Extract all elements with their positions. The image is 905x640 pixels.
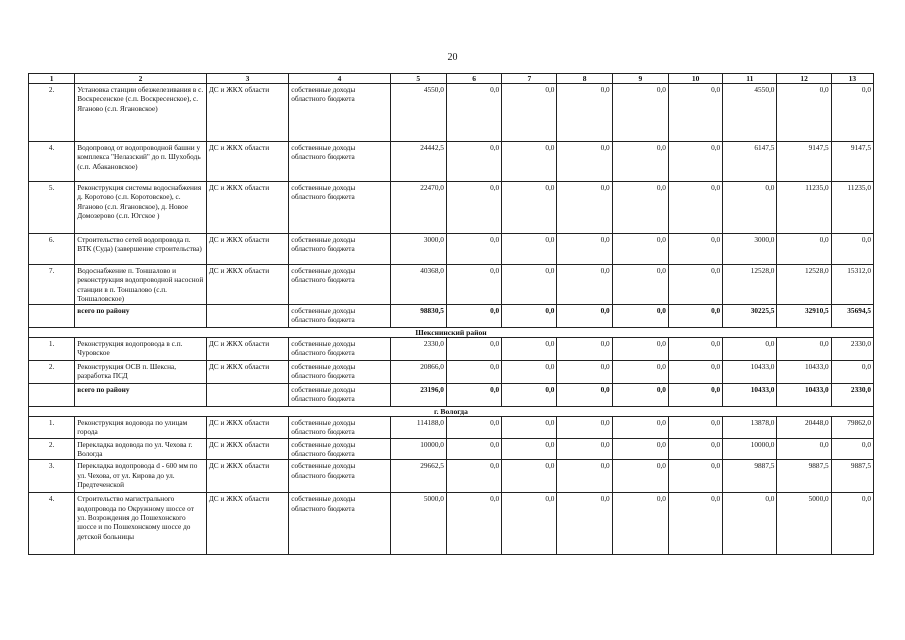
amount-cell: 3000,0 (390, 234, 446, 265)
amount-cell: 13878,0 (723, 417, 777, 439)
district-total-row (29, 305, 874, 328)
column-header: 13 (831, 74, 873, 84)
column-header: 8 (557, 74, 612, 84)
table-row (29, 338, 874, 361)
amount-cell: 0,0 (557, 338, 612, 361)
amount-cell: 0,0 (502, 142, 557, 182)
total-cell: 32910,5 (777, 305, 831, 328)
responsible-body: ДС и ЖКХ области (206, 84, 288, 142)
total-cell: 30225,5 (723, 305, 777, 328)
amount-cell: 5000,0 (777, 493, 831, 555)
amount-cell: 0,0 (831, 438, 873, 460)
row-number (29, 305, 75, 328)
amount-cell: 0,0 (612, 265, 668, 305)
amount-cell: 29662,5 (390, 460, 446, 493)
total-cell: 0,0 (668, 384, 722, 407)
total-cell: 2330,0 (831, 384, 873, 407)
amount-cell: 0,0 (446, 84, 501, 142)
table-row (29, 361, 874, 384)
column-header: 4 (289, 74, 390, 84)
amount-cell: 10433,0 (777, 361, 831, 384)
column-header: 11 (723, 74, 777, 84)
row-number: 3. (29, 460, 75, 493)
amount-cell: 12528,0 (723, 265, 777, 305)
row-number: 7. (29, 265, 75, 305)
amount-cell: 0,0 (502, 361, 557, 384)
district-total-row (29, 384, 874, 407)
row-number: 1. (29, 417, 75, 439)
responsible-body: ДС и ЖКХ области (206, 361, 288, 384)
amount-cell: 2330,0 (831, 338, 873, 361)
section-title: г. Вологда (29, 407, 874, 417)
project-name: Реконструкция системы водоснабжения д. Коротово (с.п. Коротовское), с. Ягановo (с.п. Ягановское), д. Новое Домозерово (с.п. Югское ) (75, 182, 207, 234)
responsible-body: ДС и ЖКХ области (206, 265, 288, 305)
table-row (29, 438, 874, 460)
project-name: Перекладка водопровода d - 600 мм по ул. Чехова, от ул. Кирова до ул. Предтеченской (75, 460, 207, 493)
table-row (29, 460, 874, 493)
column-header: 5 (390, 74, 446, 84)
amount-cell: 0,0 (612, 142, 668, 182)
amount-cell: 0,0 (557, 265, 612, 305)
responsible-body: ДС и ЖКХ области (206, 417, 288, 439)
amount-cell: 0,0 (557, 417, 612, 439)
amount-cell: 0,0 (502, 338, 557, 361)
total-label: всего по району (75, 384, 207, 407)
amount-cell: 0,0 (446, 417, 501, 439)
total-cell: 0,0 (612, 305, 668, 328)
amount-cell: 0,0 (502, 234, 557, 265)
amount-cell: 20866,0 (390, 361, 446, 384)
amount-cell: 5000,0 (390, 493, 446, 555)
amount-cell: 11235,0 (777, 182, 831, 234)
amount-cell: 0,0 (668, 234, 722, 265)
table-row (29, 182, 874, 234)
amount-cell: 0,0 (612, 182, 668, 234)
amount-cell: 0,0 (668, 338, 722, 361)
amount-cell: 0,0 (502, 84, 557, 142)
row-number: 4. (29, 142, 75, 182)
amount-cell: 20448,0 (777, 417, 831, 439)
table-row (29, 234, 874, 265)
total-label: всего по району (75, 305, 207, 328)
row-number: 1. (29, 338, 75, 361)
funding-source: собственные доходы областного бюджета (289, 384, 390, 407)
project-name: Водоснабжение п. Тоншалово и реконструкция водопроводной насосной станции в п. Тоншалово (с.п. Тоншаловское) (75, 265, 207, 305)
page-number: 20 (447, 52, 458, 63)
table-row (29, 142, 874, 182)
amount-cell: 2330,0 (390, 338, 446, 361)
amount-cell: 0,0 (446, 460, 501, 493)
amount-cell: 40368,0 (390, 265, 446, 305)
section-title: Шекснинский район (29, 328, 874, 338)
amount-cell: 0,0 (446, 338, 501, 361)
amount-cell: 0,0 (557, 438, 612, 460)
responsible-body: ДС и ЖКХ области (206, 182, 288, 234)
funding-source: собственные доходы областного бюджета (289, 234, 390, 265)
amount-cell: 0,0 (668, 361, 722, 384)
column-header: 9 (612, 74, 668, 84)
amount-cell: 12528,0 (777, 265, 831, 305)
total-cell: 0,0 (502, 384, 557, 407)
total-cell: 0,0 (612, 384, 668, 407)
funding-source: собственные доходы областного бюджета (289, 417, 390, 439)
table-row (29, 417, 874, 439)
amount-cell: 0,0 (668, 265, 722, 305)
amount-cell: 0,0 (557, 493, 612, 555)
amount-cell: 0,0 (612, 361, 668, 384)
amount-cell: 4550,0 (723, 84, 777, 142)
column-header: 1 (29, 74, 75, 84)
responsible-body: ДС и ЖКХ области (206, 438, 288, 460)
amount-cell: 0,0 (446, 361, 501, 384)
amount-cell: 0,0 (668, 493, 722, 555)
total-cell: 0,0 (446, 305, 501, 328)
total-cell: 35694,5 (831, 305, 873, 328)
amount-cell: 0,0 (777, 234, 831, 265)
amount-cell: 0,0 (612, 84, 668, 142)
total-cell: 0,0 (446, 384, 501, 407)
responsible-body (206, 305, 288, 328)
column-header: 7 (502, 74, 557, 84)
amount-cell: 0,0 (668, 417, 722, 439)
responsible-body: ДС и ЖКХ области (206, 142, 288, 182)
amount-cell: 0,0 (668, 142, 722, 182)
amount-cell: 0,0 (723, 493, 777, 555)
total-cell: 0,0 (668, 305, 722, 328)
total-cell: 0,0 (557, 384, 612, 407)
total-cell: 98830,5 (390, 305, 446, 328)
project-name: Перекладка водовода по ул. Чехова г. Вологда (75, 438, 207, 460)
amount-cell: 0,0 (557, 460, 612, 493)
amount-cell: 24442,5 (390, 142, 446, 182)
funding-source: собственные доходы областного бюджета (289, 265, 390, 305)
amount-cell: 0,0 (612, 438, 668, 460)
funding-source: собственные доходы областного бюджета (289, 361, 390, 384)
amount-cell: 0,0 (446, 142, 501, 182)
amount-cell: 0,0 (831, 493, 873, 555)
amount-cell: 0,0 (502, 460, 557, 493)
amount-cell: 0,0 (612, 234, 668, 265)
project-name: Строительство сетей водопровода п. ВТК (Суда) (завершение строительства) (75, 234, 207, 265)
amount-cell: 11235,0 (831, 182, 873, 234)
column-header: 2 (75, 74, 207, 84)
amount-cell: 9887,5 (831, 460, 873, 493)
total-cell: 10433,0 (723, 384, 777, 407)
project-name: Водопровод от водопроводной башни у комплекса "Нелазский" до п. Шухободь (с.п. Абакановское) (75, 142, 207, 182)
amount-cell: 0,0 (446, 182, 501, 234)
section-header-row (29, 407, 874, 417)
table-row (29, 493, 874, 555)
row-number: 6. (29, 234, 75, 265)
responsible-body: ДС и ЖКХ области (206, 234, 288, 265)
amount-cell: 0,0 (777, 338, 831, 361)
amount-cell: 0,0 (831, 84, 873, 142)
row-number (29, 384, 75, 407)
funding-source: собственные доходы областного бюджета (289, 142, 390, 182)
column-header: 10 (668, 74, 722, 84)
funding-source: собственные доходы областного бюджета (289, 182, 390, 234)
column-number-row (29, 74, 874, 84)
amount-cell: 0,0 (446, 234, 501, 265)
amount-cell: 0,0 (831, 234, 873, 265)
project-name: Установка станции обезжелезивания в с. Воскресенское (с.п. Воскресенское), с. Ягановo (с.п. Ягановское) (75, 84, 207, 142)
row-number: 5. (29, 182, 75, 234)
amount-cell: 0,0 (557, 142, 612, 182)
amount-cell: 0,0 (777, 438, 831, 460)
table-row (29, 84, 874, 142)
amount-cell: 9147,5 (831, 142, 873, 182)
responsible-body: ДС и ЖКХ области (206, 493, 288, 555)
funding-source: собственные доходы областного бюджета (289, 305, 390, 328)
amount-cell: 22470,0 (390, 182, 446, 234)
amount-cell: 0,0 (557, 182, 612, 234)
amount-cell: 0,0 (502, 417, 557, 439)
budget-table (28, 73, 874, 555)
amount-cell: 10000,0 (390, 438, 446, 460)
amount-cell: 0,0 (557, 361, 612, 384)
amount-cell: 0,0 (502, 265, 557, 305)
amount-cell: 0,0 (612, 493, 668, 555)
responsible-body (206, 384, 288, 407)
amount-cell: 0,0 (723, 338, 777, 361)
amount-cell: 0,0 (668, 438, 722, 460)
amount-cell: 79862,0 (831, 417, 873, 439)
amount-cell: 0,0 (612, 417, 668, 439)
project-name: Реконструкция водовода по улицам города (75, 417, 207, 439)
column-header: 3 (206, 74, 288, 84)
amount-cell: 0,0 (502, 438, 557, 460)
total-cell: 0,0 (502, 305, 557, 328)
responsible-body: ДС и ЖКХ области (206, 460, 288, 493)
amount-cell: 0,0 (777, 84, 831, 142)
amount-cell: 4550,0 (390, 84, 446, 142)
total-cell: 10433,0 (777, 384, 831, 407)
column-header: 6 (446, 74, 501, 84)
total-cell: 0,0 (557, 305, 612, 328)
amount-cell: 6147,5 (723, 142, 777, 182)
amount-cell: 0,0 (612, 460, 668, 493)
row-number: 2. (29, 361, 75, 384)
amount-cell: 0,0 (612, 338, 668, 361)
amount-cell: 9887,5 (723, 460, 777, 493)
table-row (29, 265, 874, 305)
project-name: Строительство магистрального водопровода по Окружному шоссе от ул. Возрождения до Пошехонского шоссе и по Пошехонскому шоссе до детской больницы (75, 493, 207, 555)
project-name: Реконструкция ОСВ п. Шексна, разработка ПСД (75, 361, 207, 384)
section-header-row (29, 328, 874, 338)
funding-source: собственные доходы областного бюджета (289, 338, 390, 361)
amount-cell: 0,0 (723, 182, 777, 234)
amount-cell: 10433,0 (723, 361, 777, 384)
amount-cell: 0,0 (668, 84, 722, 142)
responsible-body: ДС и ЖКХ области (206, 338, 288, 361)
amount-cell: 10000,0 (723, 438, 777, 460)
funding-source: собственные доходы областного бюджета (289, 438, 390, 460)
amount-cell: 0,0 (831, 361, 873, 384)
column-header: 12 (777, 74, 831, 84)
amount-cell: 0,0 (557, 84, 612, 142)
funding-source: собственные доходы областного бюджета (289, 493, 390, 555)
amount-cell: 0,0 (502, 493, 557, 555)
project-name: Реконструкция водопровода в с.п. Чуровское (75, 338, 207, 361)
row-number: 2. (29, 84, 75, 142)
amount-cell: 0,0 (446, 493, 501, 555)
row-number: 2. (29, 438, 75, 460)
total-cell: 23196,0 (390, 384, 446, 407)
amount-cell: 15312,0 (831, 265, 873, 305)
amount-cell: 0,0 (446, 265, 501, 305)
amount-cell: 9147,5 (777, 142, 831, 182)
funding-source: собственные доходы областного бюджета (289, 84, 390, 142)
amount-cell: 114188,0 (390, 417, 446, 439)
amount-cell: 3000,0 (723, 234, 777, 265)
amount-cell: 0,0 (668, 182, 722, 234)
amount-cell: 0,0 (502, 182, 557, 234)
amount-cell: 0,0 (668, 460, 722, 493)
amount-cell: 0,0 (446, 438, 501, 460)
amount-cell: 0,0 (557, 234, 612, 265)
amount-cell: 9887,5 (777, 460, 831, 493)
row-number: 4. (29, 493, 75, 555)
funding-source: собственные доходы областного бюджета (289, 460, 390, 493)
